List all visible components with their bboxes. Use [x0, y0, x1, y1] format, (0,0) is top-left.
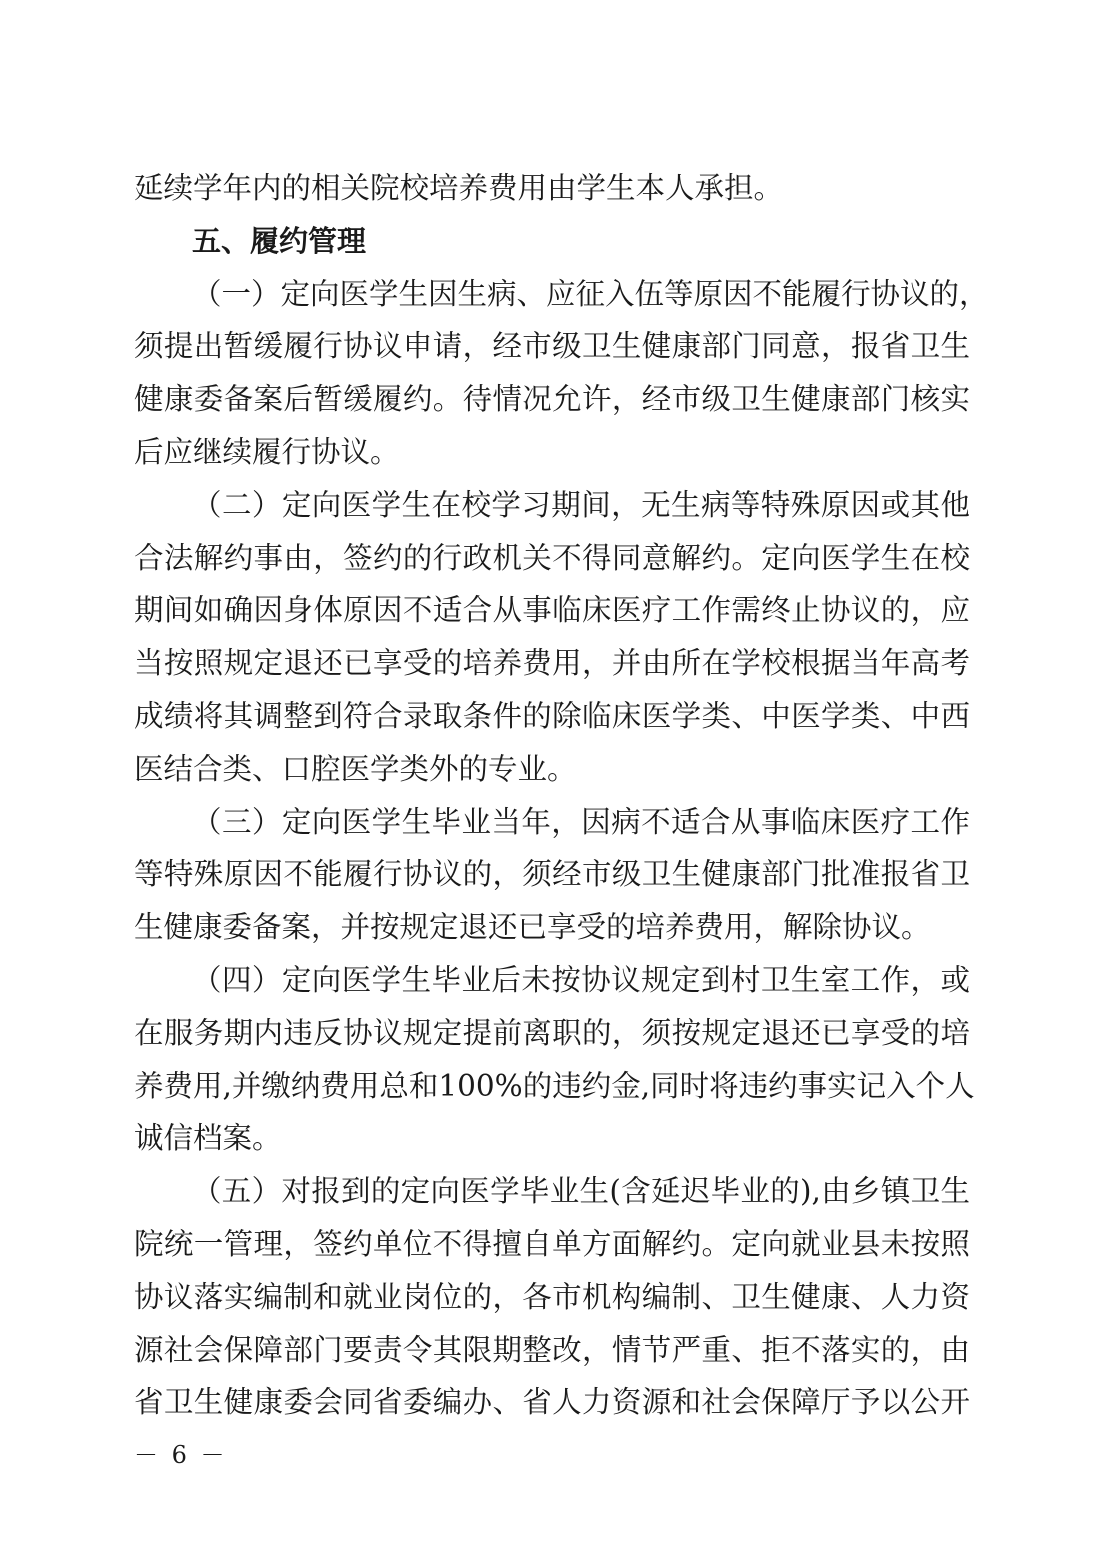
paragraph-2-line: 期间如确因身体原因不适合从事临床医疗工作需终止协议的，应 [134, 593, 970, 628]
document-body [134, 162, 989, 1429]
paragraph-1-line: 健康委备案后暂缓履约。待情况允许，经市级卫生健康部门核实 [134, 382, 970, 417]
paragraph-2-line: 合法解约事由，签约的行政机关不得同意解约。定向医学生在校 [134, 540, 970, 575]
paragraph-4-line: 养费用,并缴纳费用总和100%的违约金,同时将违约事实记入个人 [134, 1068, 975, 1103]
paragraph-2-line: 成绩将其调整到符合录取条件的除临床医学类、中医学类、中西 [134, 698, 970, 733]
page-number: － 6 － [134, 1441, 228, 1469]
paragraph-5-line: 院统一管理，签约单位不得擅自单方面解约。定向就业县未按照 [134, 1226, 970, 1261]
paragraph-2-line: 当按照规定退还已享受的培养费用，并由所在学校根据当年高考 [134, 646, 970, 681]
section-heading: 五、履约管理 [192, 223, 367, 258]
paragraph-4-line: （四）定向医学生毕业后未按协议规定到村卫生室工作，或 [192, 962, 970, 997]
paragraph-4-line: 诚信档案。 [134, 1121, 282, 1156]
paragraph-1-line: （一）定向医学生因生病、应征入伍等原因不能履行协议的， [192, 276, 989, 311]
paragraph-1-line: 后应继续履行协议。 [134, 434, 400, 469]
paragraph-5-line: （五）对报到的定向医学毕业生(含延迟毕业的),由乡镇卫生 [192, 1174, 970, 1209]
paragraph-5-line: 协议落实编制和就业岗位的，各市机构编制、卫生健康、人力资 [134, 1279, 970, 1314]
paragraph-2-line: 医结合类、口腔医学类外的专业。 [134, 751, 577, 786]
text-line: 延续学年内的相关院校培养费用由学生本人承担。 [134, 171, 784, 205]
paragraph-1-line: 须提出暂缓履行协议申请，经市级卫生健康部门同意，报省卫生 [134, 329, 970, 364]
paragraph-3-line: （三）定向医学生毕业当年，因病不适合从事临床医疗工作 [192, 804, 970, 839]
paragraph-3-line: 等特殊原因不能履行协议的，须经市级卫生健康部门批准报省卫 [134, 857, 970, 892]
paragraph-5-line: 源社会保障部门要责令其限期整改，情节严重、拒不落实的，由 [134, 1332, 970, 1367]
paragraph-5-line: 省卫生健康委会同省委编办、省人力资源和社会保障厅予以公开 [134, 1385, 970, 1420]
paragraph-3-line: 生健康委备案，并按规定退还已享受的培养费用，解除协议。 [134, 910, 931, 945]
paragraph-2-line: （二）定向医学生在校学习期间，无生病等特殊原因或其他 [192, 487, 970, 522]
paragraph-4-line: 在服务期内违反协议规定提前离职的，须按规定退还已享受的培 [134, 1015, 970, 1050]
